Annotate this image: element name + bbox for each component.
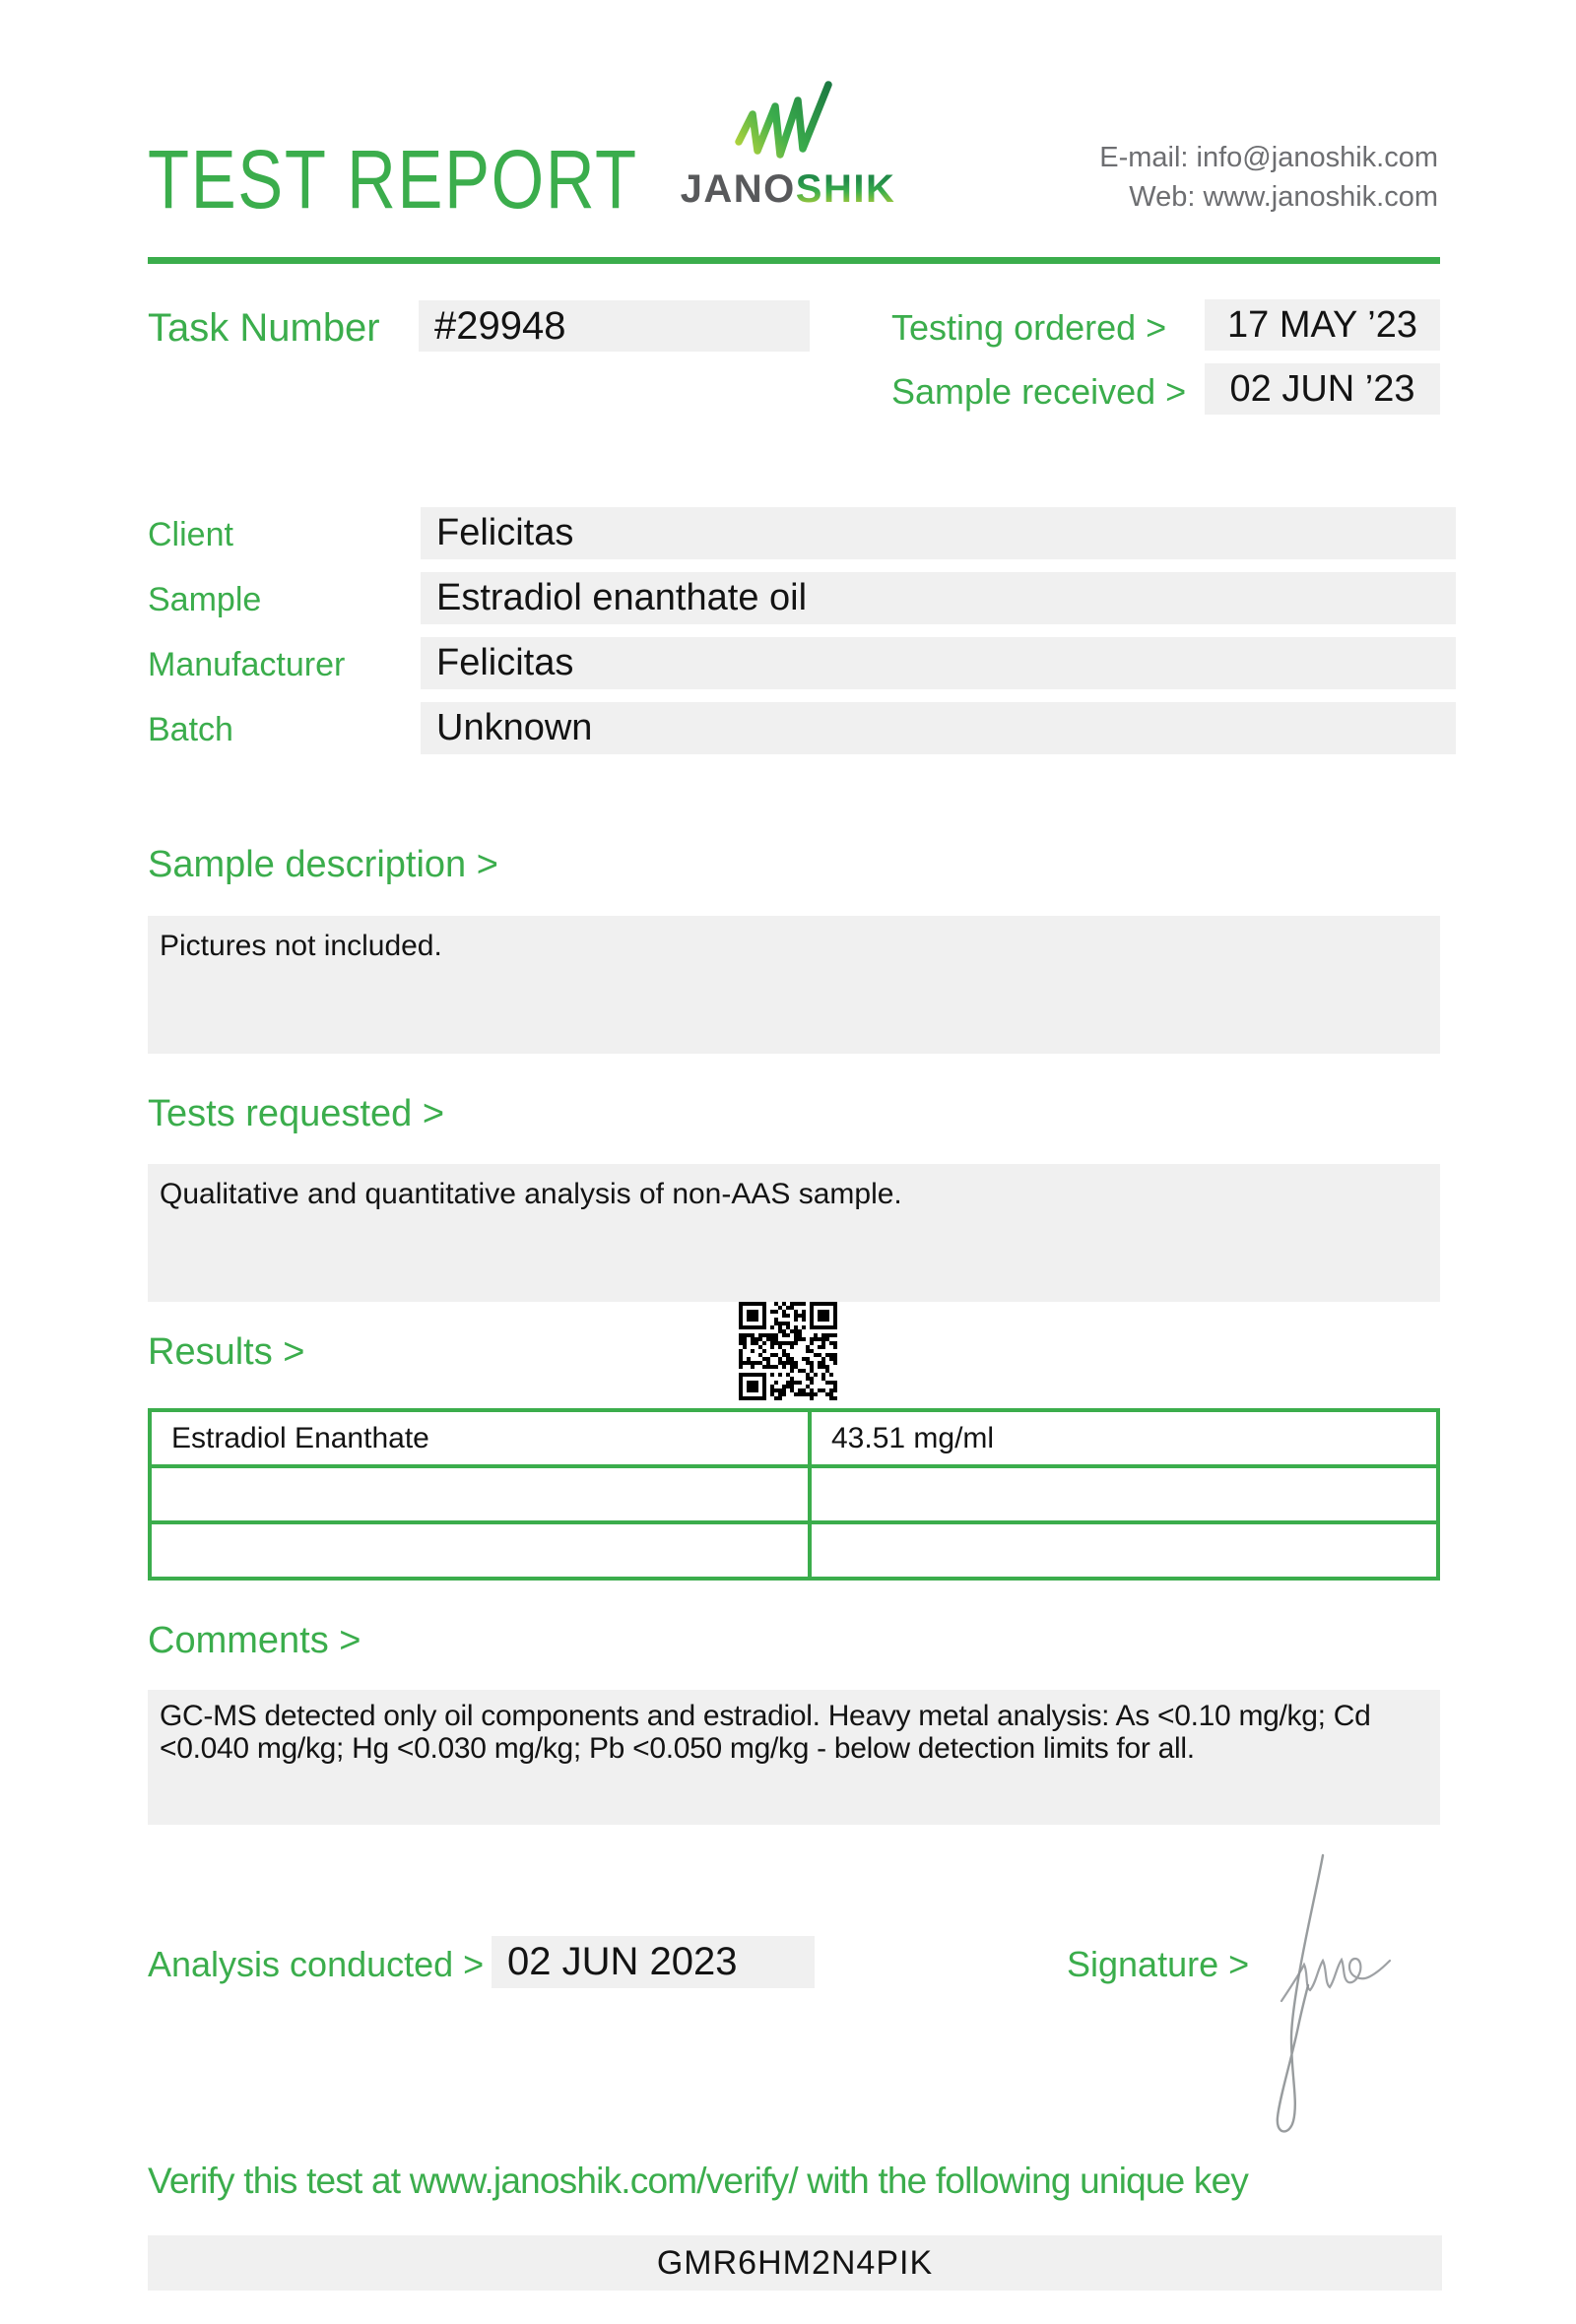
sample-received-date: 02 JUN ’23 — [1205, 363, 1440, 415]
signature-scribble — [1266, 1834, 1394, 2144]
unique-key-value: GMR6HM2N4PIK — [148, 2235, 1442, 2291]
wordmark-jano: JANO — [680, 167, 796, 211]
manufacturer-value: Felicitas — [421, 637, 1456, 689]
page-title: TEST REPORT — [148, 133, 638, 226]
janoshik-chart-logo-icon — [733, 77, 837, 165]
qr-code — [739, 1302, 837, 1400]
sample-description-heading: Sample description > — [148, 844, 498, 885]
contact-email: E-mail: info@janoshik.com — [1099, 142, 1438, 173]
sample-description-box: Pictures not included. — [148, 916, 1440, 1054]
signature-label: Signature > — [1067, 1944, 1250, 1984]
comments-box: GC-MS detected only oil components and estradiol. Heavy metal analysis: As <0.10 mg/kg; Cd <0.040 mg/kg; Hg <0.030 mg/kg; Pb <0.050 mg/kg - below detection limits for all. — [148, 1690, 1440, 1825]
results-row-1 — [150, 1410, 1438, 1466]
batch-label: Batch — [148, 711, 233, 748]
contact-web: Web: www.janoshik.com — [1129, 181, 1438, 213]
wordmark-shik: SHIK — [795, 167, 896, 211]
task-number-value: #29948 — [419, 300, 810, 352]
result-analyte: Estradiol Enanthate — [150, 1410, 810, 1466]
manufacturer-label: Manufacturer — [148, 646, 346, 683]
results-table — [148, 1408, 1440, 1581]
results-row-2 — [150, 1466, 1438, 1522]
tests-requested-box: Qualitative and quantitative analysis of non-AAS sample. — [148, 1164, 1440, 1302]
batch-value: Unknown — [421, 702, 1456, 754]
sample-label: Sample — [148, 581, 262, 618]
result-value: 43.51 mg/ml — [810, 1410, 1438, 1466]
testing-ordered-label: Testing ordered > — [891, 307, 1167, 348]
client-label: Client — [148, 516, 233, 553]
comments-heading: Comments > — [148, 1620, 361, 1661]
testing-ordered-date: 17 MAY ’23 — [1205, 299, 1440, 351]
task-number-label: Task Number — [148, 306, 380, 350]
verify-instruction: Verify this test at www.janoshik.com/verify/ with the following unique key — [148, 2161, 1249, 2201]
client-value: Felicitas — [421, 507, 1456, 559]
sample-received-label: Sample received > — [891, 371, 1187, 412]
results-heading: Results > — [148, 1331, 305, 1373]
janoshik-wordmark — [666, 167, 910, 212]
contact-block — [1099, 138, 1438, 217]
sample-value: Estradiol enanthate oil — [421, 572, 1456, 624]
analysis-date-value: 02 JUN 2023 — [492, 1936, 815, 1988]
results-row-3 — [150, 1522, 1438, 1579]
tests-requested-heading: Tests requested > — [148, 1093, 445, 1134]
header-divider — [148, 257, 1440, 264]
analysis-conducted-label: Analysis conducted > — [148, 1944, 485, 1984]
